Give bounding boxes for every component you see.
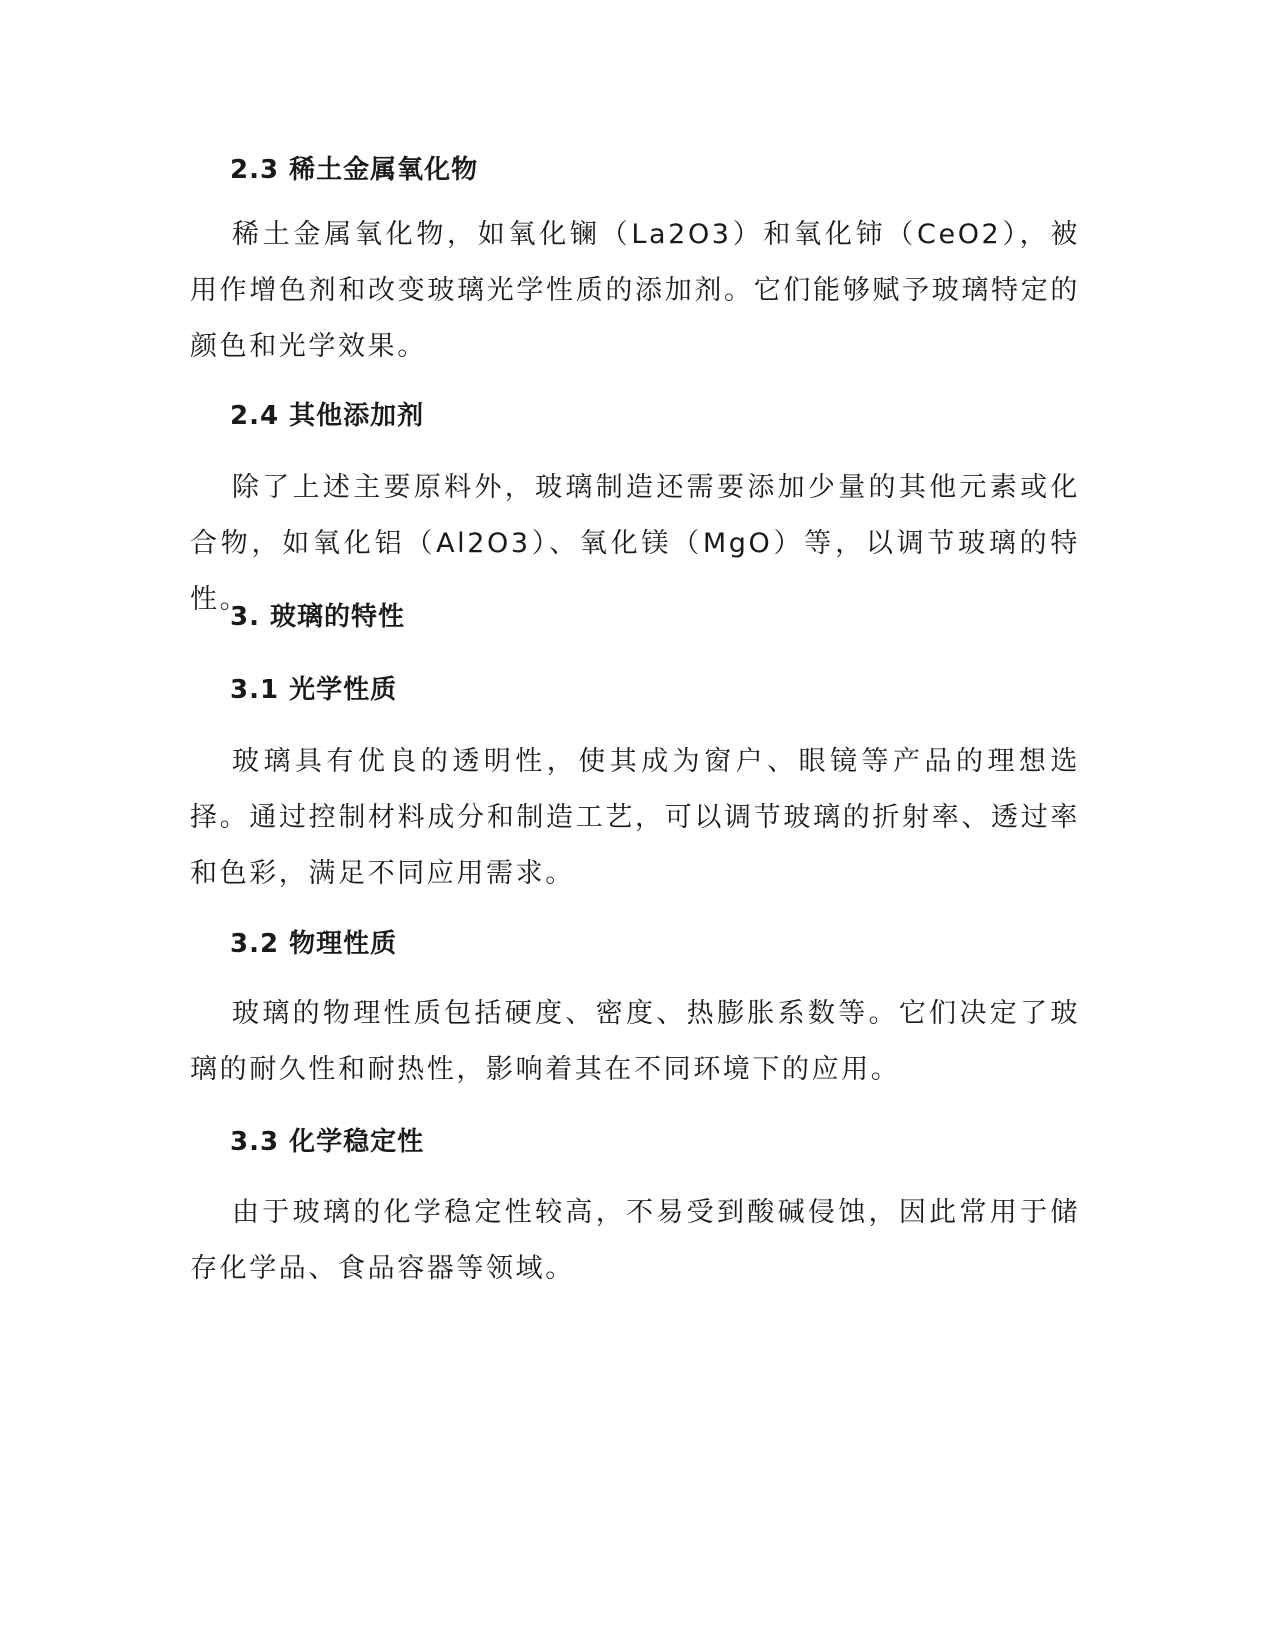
section-heading-2-4: 2.4 其他添加剂: [230, 401, 425, 431]
section-paragraph-3-2: 玻璃的物理性质包括硬度、密度、热膨胀系数等。它们决定了玻璃的耐久性和耐热性，影响着其在不同环境下的应用。: [190, 998, 1080, 1085]
section-heading-3: 3. 玻璃的特性: [230, 602, 406, 632]
section-paragraph-3-1: 玻璃具有优良的透明性，使其成为窗户、眼镜等产品的理想选择。通过控制材料成分和制造工艺，可以调节玻璃的折射率、透过率和色彩，满足不同应用需求。: [190, 746, 1080, 889]
section-paragraph-2-3: 稀土金属氧化物，如氧化镧（La2O3）和氧化铈（CeO2），被用作增色剂和改变玻璃光学性质的添加剂。它们能够赋予玻璃特定的颜色和光学效果。: [190, 219, 1080, 362]
section-heading-2-3: 2.3 稀土金属氧化物: [230, 155, 479, 185]
section-paragraph-2-4: 除了上述主要原料外，玻璃制造还需要添加少量的其他元素或化合物，如氧化铝（Al2O3）、氧化镁（MgO）等，以调节玻璃的特性。: [190, 472, 1080, 615]
section-heading-3-1: 3.1 光学性质: [230, 675, 398, 705]
section-heading-3-2: 3.2 物理性质: [230, 929, 398, 959]
section-paragraph-3-3: 由于玻璃的化学稳定性较高，不易受到酸碱侵蚀，因此常用于储存化学品、食品容器等领域。: [190, 1197, 1080, 1284]
section-heading-3-3: 3.3 化学稳定性: [230, 1127, 425, 1157]
